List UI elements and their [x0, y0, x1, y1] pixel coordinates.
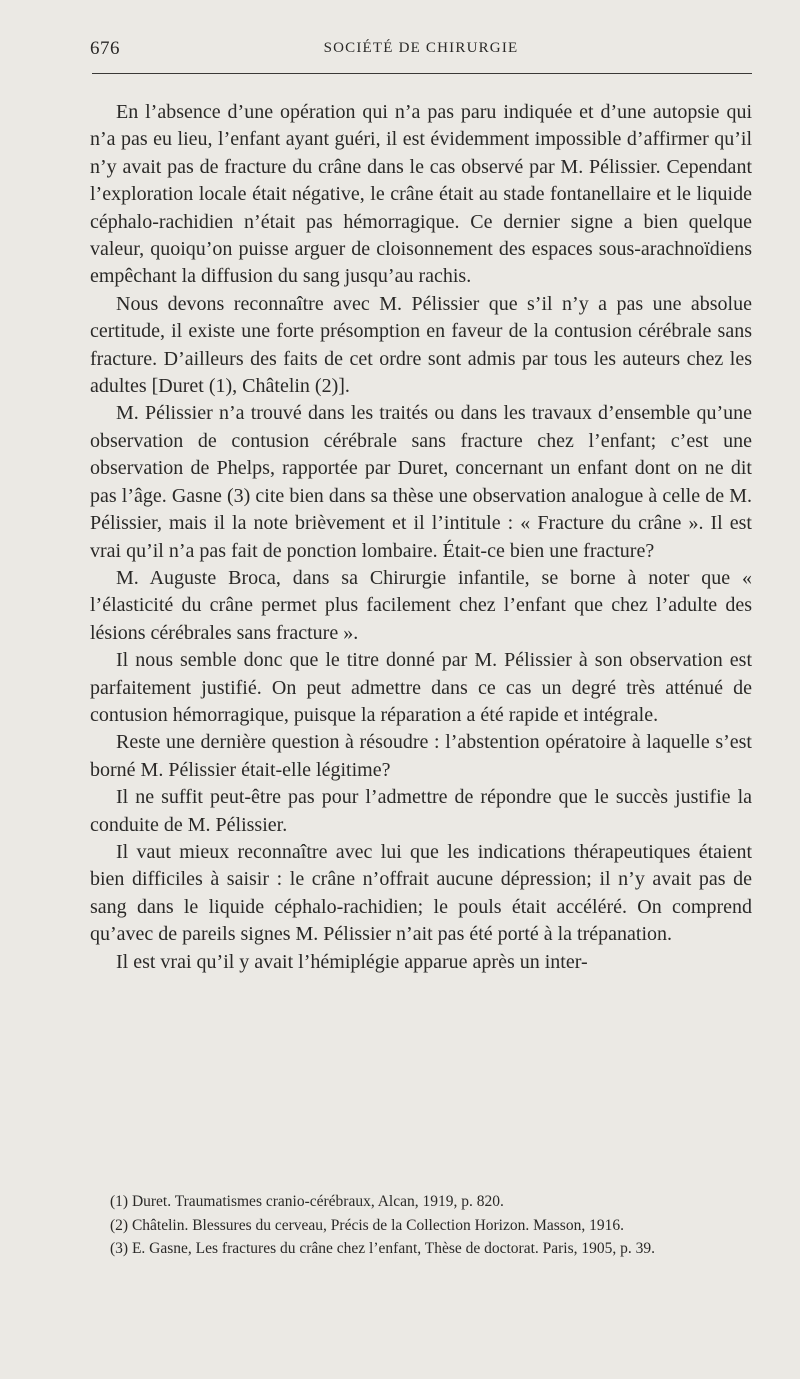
footnote: (3) E. Gasne, Les fractures du crâne chez l’enfant, Thèse de doctorat. Paris, 1905, p. 39.	[110, 1240, 656, 1257]
footnote: (1) Duret. Traumatismes cranio-cérébraux, Alcan, 1919, p. 820.	[110, 1193, 504, 1210]
paragraph: Il est vrai qu’il y avait l’hémiplégie apparue après un inter-	[116, 950, 588, 973]
paragraph: En l’absence d’une opération qui n’a pas paru indiquée et d’une autopsie qui n’a pas eu lieu, l’enfant ayant guéri, il est évidemment impossible d’affirmer qu’il n’y avait pas de fracture du crâne dans le cas observé par M. Pélissier. Cependant l’exploration locale était négative, le crâne était au stade fontanellaire et le liquide céphalo-rachidien n’était pas hémorragique. Ce dernier signe a bien quelque valeur, quoiqu’on puisse arguer de cloisonnement des espaces sous-arachnoïdiens empêchant la diffusion du sang jusqu’au rachis.	[90, 101, 752, 288]
paragraph: Il vaut mieux reconnaître avec lui que les indications thérapeutiques étaient bien difficiles à saisir : le crâne n’offrait aucune dépression; il n’y avait pas de sang dans le liquide céphalo-rachidien; le pouls était accéléré. On comprend qu’avec de pareils signes M. Pélissier n’ait pas été porté à la trépanation.	[90, 840, 752, 946]
footnote: (2) Châtelin. Blessures du cerveau, Précis de la Collection Horizon. Masson, 1916.	[110, 1216, 624, 1234]
running-title: SOCIÉTÉ DE CHIRURGIE	[323, 40, 519, 56]
paragraph: Nous devons reconnaître avec M. Pélissier que s’il n’y a pas une absolue certitude, il existe une forte présomption en faveur de la contusion cérébrale sans fracture. D’ailleurs des faits de cet ordre sont admis par tous les auteurs chez les adultes [Duret (1), Châtelin (2)].	[90, 292, 752, 398]
body-text	[90, 99, 752, 976]
footnotes	[90, 1190, 752, 1261]
paragraph: Reste une dernière question à résoudre : l’abstention opératoire à laquelle s’est borné M. Pélissier était-elle légitime?	[90, 731, 752, 781]
header-rule	[92, 73, 752, 74]
paragraph: M. Auguste Broca, dans sa Chirurgie infantile, se borne à noter que « l’élasticité du crâne permet plus facilement chez l’enfant que chez l’adulte des lésions cérébrales sans fracture ».	[90, 566, 752, 644]
page-header	[90, 38, 752, 62]
page-number: 676	[90, 38, 120, 59]
paragraph: Il nous semble donc que le titre donné par M. Pélissier à son observation est parfaitement justifié. On peut admettre dans ce cas un degré très atténué de contusion hémorragique, puisque la réparation a été rapide et intégrale.	[90, 649, 752, 726]
paragraph: M. Pélissier n’a trouvé dans les traités ou dans les travaux d’ensemble qu’une observation de contusion cérébrale sans fracture chez l’enfant; c’est une observation de Phelps, rapportée par Duret, concernant un enfant dont on ne dit pas l’âge. Gasne (3) cite bien dans sa thèse une observation analogue à celle de M. Pélissier, mais il la note brièvement et il l’intitule : « Fracture du crâne ». Il est vrai qu’il n’a pas fait de ponction lombaire. Était-ce bien une fracture?	[90, 402, 752, 562]
paragraph: Il ne suffit peut-être pas pour l’admettre de répondre que le succès justifie la conduite de M. Pélissier.	[90, 786, 752, 836]
